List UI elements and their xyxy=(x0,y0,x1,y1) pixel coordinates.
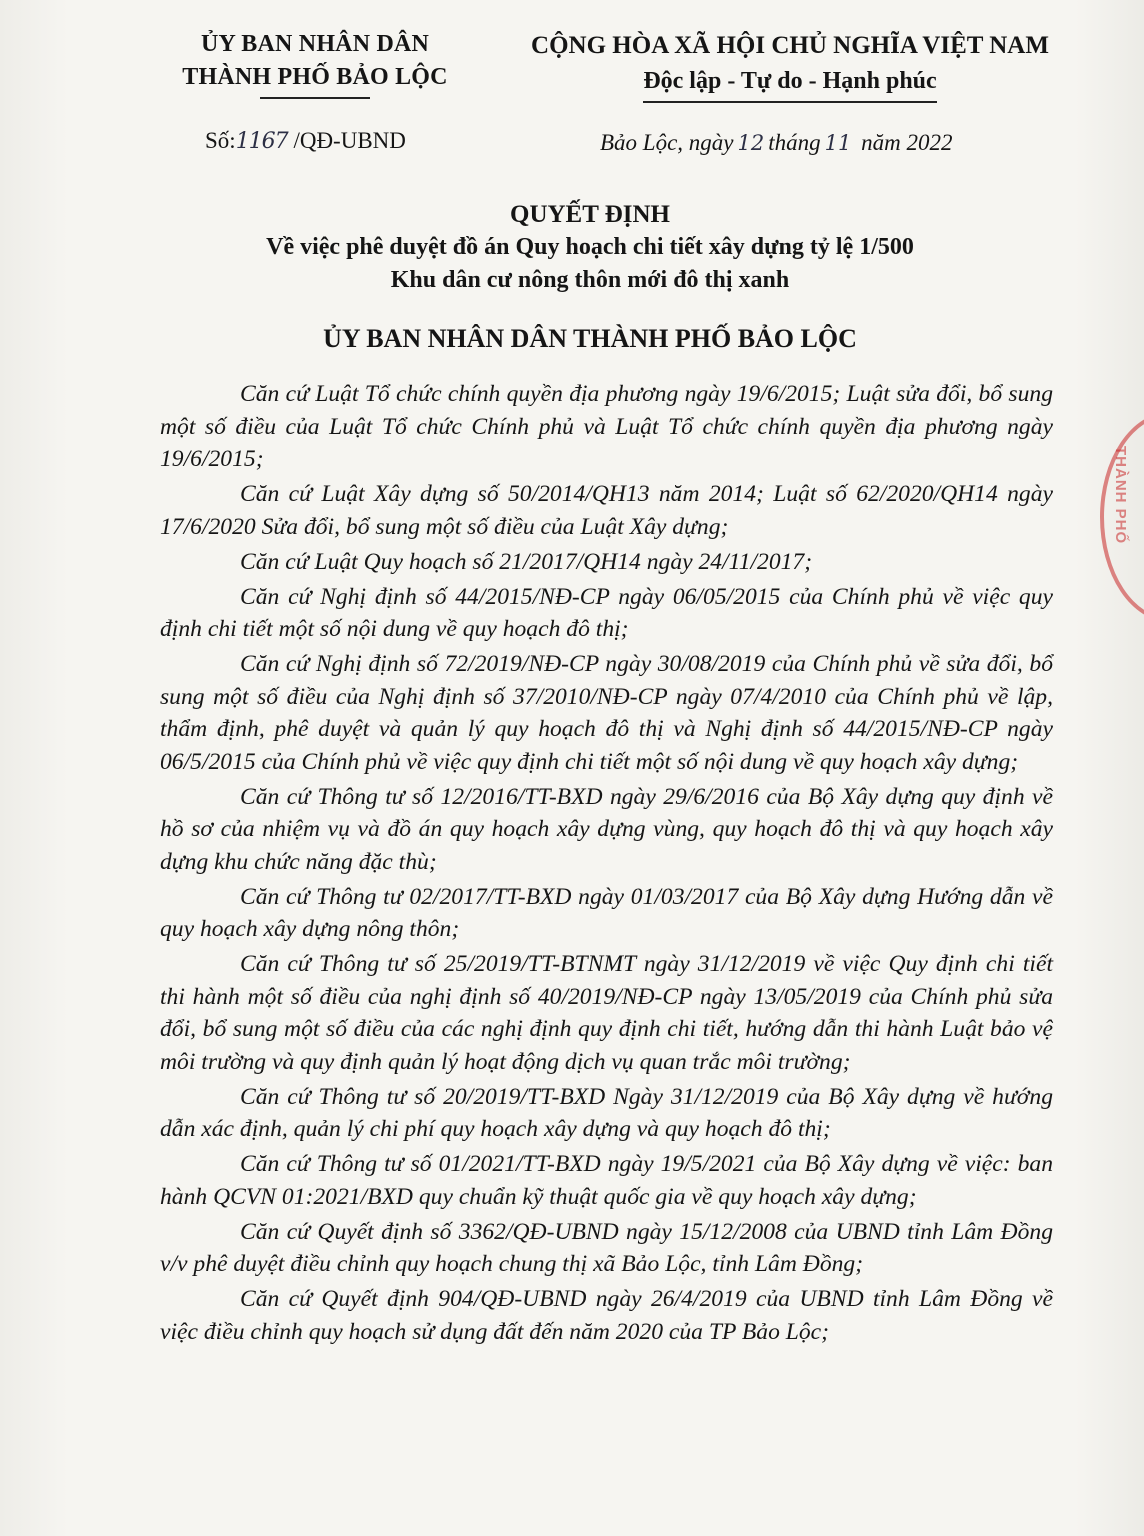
doc-number-handwritten: 1167 xyxy=(235,129,288,154)
preamble-item: Căn cứ Thông tư số 25/2019/TT-BTNMT ngày 31/12/2019 về việc Quy định chi tiết thi hành một số điều của nghị định số 40/2019/NĐ-CP ngày 13/05/2019 của Chính phủ sửa đổi, bổ sung một số điều của các nghị định quy định chi tiết, hướng dẫn thi hành Luật bảo vệ môi trường và quy định quản lý hoạt động dịch vụ quan trắc môi trường; xyxy=(160,951,1053,1075)
date-year: năm 2022 xyxy=(861,130,953,155)
decision-subject-line-1: Về việc phê duyệt đồ án Quy hoạch chi tiết xây dựng tỷ lệ 1/500 xyxy=(266,234,914,260)
national-heading xyxy=(500,28,1080,103)
org-line-2: THÀNH PHỐ BẢO LỘC xyxy=(182,64,448,90)
org-underline xyxy=(260,97,370,99)
doc-number-suffix: /QĐ-UBND xyxy=(287,128,406,153)
decision-type: QUYẾT ĐỊNH xyxy=(510,201,670,228)
decision-subject-line-2: Khu dân cư nông thôn mới đô thị xanh xyxy=(390,267,790,293)
decision-title xyxy=(120,198,1060,297)
document-number xyxy=(205,128,406,154)
issuing-organization xyxy=(150,28,480,99)
date-day-handwritten: 12 xyxy=(737,131,765,155)
preamble-item: Căn cứ Quyết định số 3362/QĐ-UBND ngày 15/12/2008 của UBND tỉnh Lâm Đồng v/v phê duyệt điều chỉnh quy hoạch chung thị xã Bảo Lộc, tỉnh Lâm Đồng; xyxy=(160,1218,1053,1277)
org-line-1: ỦY BAN NHÂN DÂN xyxy=(200,31,430,57)
date-month-label: tháng xyxy=(768,130,821,155)
preamble-item: Căn cứ Thông tư số 12/2016/TT-BXD ngày 29/6/2016 của Bộ Xây dựng quy định về hồ sơ của nhiệm vụ và đồ án quy hoạch xây dựng vùng, quy hoạch đô thị và quy hoạch xây dựng khu chức năng đặc thù; xyxy=(160,783,1053,875)
seal-text: THÀNH PHỐ xyxy=(1112,446,1129,545)
official-seal xyxy=(1100,412,1144,622)
preamble-item: Căn cứ Thông tư số 20/2019/TT-BXD Ngày 31/12/2019 của Bộ Xây dựng về hướng dẫn xác định, quản lý chi phí quy hoạch xây dựng và quy hoạch đô thị; xyxy=(160,1083,1053,1142)
preamble-item: Căn cứ Luật Quy hoạch số 21/2017/QH14 ngày 24/11/2017; xyxy=(240,548,813,575)
date-place-prefix: Bảo Lộc, ngày xyxy=(600,130,734,155)
nation-line: CỘNG HÒA XÃ HỘI CHỦ NGHĨA VIỆT NAM xyxy=(531,32,1049,59)
preamble-item: Căn cứ Quyết định 904/QĐ-UBND ngày 26/4/2019 của UBND tỉnh Lâm Đồng về việc điều chỉnh quy hoạch sử dụng đất đến năm 2020 của TP Bảo Lộc; xyxy=(160,1286,1053,1345)
preamble-item: Căn cứ Nghị định số 44/2015/NĐ-CP ngày 06/05/2015 của Chính phủ về việc quy định chi tiết một số nội dung về quy hoạch đô thị; xyxy=(160,583,1053,642)
preamble-item: Căn cứ Nghị định số 72/2019/NĐ-CP ngày 30/08/2019 của Chính phủ về sửa đổi, bổ sung một số điều của Nghị định số 37/2010/NĐ-CP ngày 07/4/2010 của Chính phủ về lập, thẩm định, phê duyệt và quản lý quy hoạch đô thị và Nghị định số 44/2015/NĐ-CP ngày 06/5/2015 của Chính phủ về việc quy định chi tiết một số nội dung về quy hoạch xây dựng; xyxy=(160,651,1053,775)
preamble-item: Căn cứ Luật Tổ chức chính quyền địa phương ngày 19/6/2015; Luật sửa đổi, bổ sung một số điều của Luật Tổ chức Chính phủ và Luật Tổ chức chính quyền địa phương ngày 19/6/2015; xyxy=(160,381,1053,472)
preamble-item: Căn cứ Thông tư số 01/2021/TT-BXD ngày 19/5/2021 của Bộ Xây dựng về việc: ban hành QCVN 01:2021/BXD quy chuẩn kỹ thuật quốc gia về quy hoạch xây dựng; xyxy=(160,1151,1053,1210)
preamble-item: Căn cứ Luật Xây dựng số 50/2014/QH13 năm 2014; Luật số 62/2020/QH14 ngày 17/6/2020 Sửa đổi, bổ sung một số điều của Luật Xây dựng; xyxy=(160,481,1053,540)
preamble-item: Căn cứ Thông tư 02/2017/TT-BXD ngày 01/03/2017 của Bộ Xây dựng Hướng dẫn về quy hoạch xây dựng nông thôn; xyxy=(160,883,1053,942)
motto: Độc lập - Tự do - Hạnh phúc xyxy=(643,64,936,103)
preamble xyxy=(160,378,1053,1351)
document-date xyxy=(600,130,953,156)
doc-number-prefix: Số: xyxy=(205,128,236,153)
date-month-handwritten: 11 xyxy=(824,131,852,155)
issuing-authority: ỦY BAN NHÂN DÂN THÀNH PHỐ BẢO LỘC xyxy=(323,324,857,353)
